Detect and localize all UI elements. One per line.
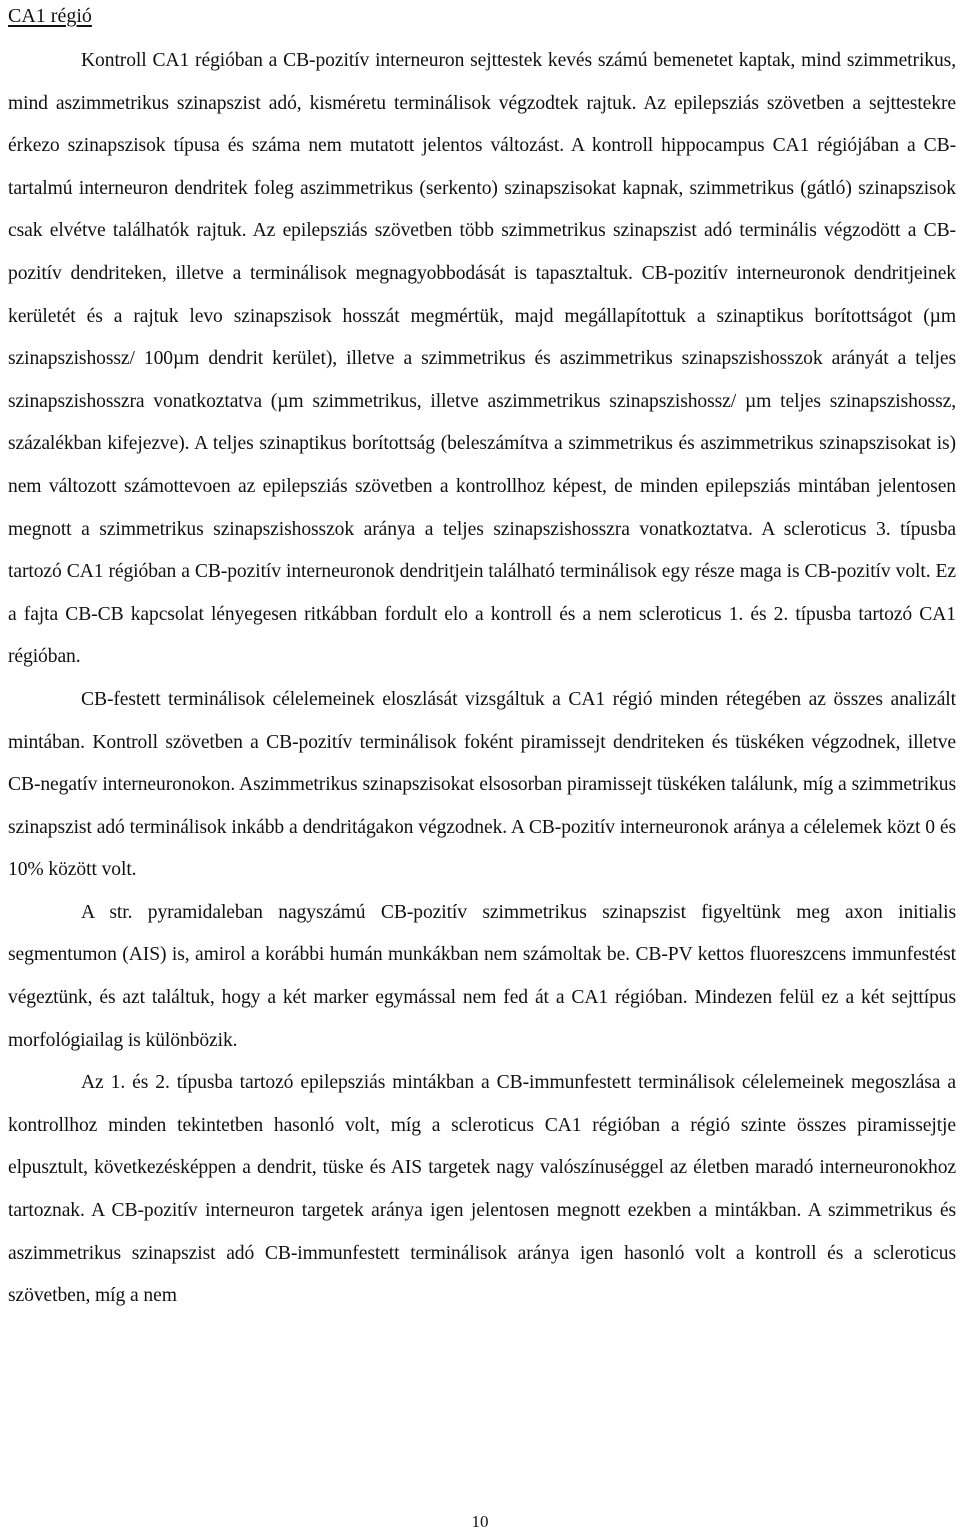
paragraph-target-distribution: CB-festett terminálisok célelemeinek eloszlását vizsgáltuk a CA1 régió minden rétegében az összes analizált mintában. Kontroll szövetben a CB-pozitív terminálisok foként piramissejt dendriteken és tüskéken végzodnek, illetve CB-negatív interneuronokon. Aszimmetrikus szinapszisokat elsosorban piramissejt tüskéken találunk, míg a szimmetrikus szinapszist adó terminálisok inkább a dendritágakon végzodnek. A CB-pozitív interneuronok aránya a célelemek közt 0 és 10% között volt. (8, 688, 956, 881)
document-page (8, 0, 956, 1318)
page-number: 10 (471, 1512, 489, 1531)
paragraph-axon-initial-segment: A str. pyramidaleban nagyszámú CB-pozitív szimmetrikus szinapszist figyeltünk meg axon initialis segmentumon (AIS) is, amirol a korábbi humán munkákban nem számoltak be. CB-PV kettos fluoreszcens immunfestést végeztünk, és azt találtuk, hogy a két marker egymással nem fed át a CA1 régióban. Mindezen felül ez a két sejttípus morfológiailag is különbözik. (8, 901, 956, 1051)
paragraph-epileptic-samples: Az 1. és 2. típusba tartozó epilepsziás mintákban a CB-immunfestett terminálisok célelemeinek megoszlása a kontrollhoz minden tekintetben hasonló volt, míg a scleroticus CA1 régióban a régió szinte összes piramissejtje elpusztult, következésképpen a dendrit, tüske és AIS targetek nagy valószínuséggel az életben maradó interneuronokhoz tartoznak. A CB-pozitív interneuron targetek aránya igen jelentosen megnott ezekben a mintákban. A szimmetrikus és aszimmetrikus szinapszist adó CB-immunfestett terminálisok aránya igen hasonló volt a kontroll és a scleroticus szövetben, míg a nem (8, 1072, 956, 1307)
paragraph-ca1-synapses: Kontroll CA1 régióban a CB-pozitív interneuron sejttestek kevés számú bemenetet kaptak, mind szimmetrikus, mind aszimmetrikus szinapszist adó, kisméretu terminálisok végzodtek rajtuk. Az epilepsziás szövetben a sejttestekre érkezo szinapszisok típusa és száma nem mutatott jelentos változást. A kontroll hippocampus CA1 régiójában a CB-tartalmú interneuron dendritek foleg aszimmetrikus (serkento) szinapszisokat kapnak, szimmetrikus (gátló) szinapszisok csak elvétve találhatók rajtuk. Az epilepsziás szövetben több szimmetrikus szinapszist adó terminális végzodött a CB-pozitív dendriteken, illetve a terminálisok megnagyobbodását is tapasztaltuk. CB-pozitív interneuronok dendritjeinek kerületét és a rajtuk levo szinapszisok hosszát megmértük, majd megállapítottuk a szinaptikus borítottságot (µm szinapszishossz/ 100µm dendrit kerület), illetve a szimmetrikus és aszimmetrikus szinapszishosszok arányát a teljes szinapszishosszra vonatkoztatva (µm szimmetrikus, illetve aszimmetrikus szinapszishossz/ µm teljes szinapszishossz, százalékban kifejezve). A teljes szinaptikus borítottság (beleszámítva a szimmetrikus és aszimmetrikus szinapszisokat is) nem változott számottevoen az epilepsziás szövetben a kontrollhoz képest, de minden epilepsziás mintában jelentosen megnott a szimmetrikus szinapszishosszok aránya a teljes szinapszishosszra vonatkoztatva. A scleroticus 3. típusba tartozó CA1 régióban a CB-pozitív interneuronok dendritjein található terminálisok egy része maga is CB-pozitív volt. Ez a fajta CB-CB kapcsolat lényegesen ritkábban fordult elo a kontroll és a nem scleroticus 1. és 2. típusba tartozó CA1 régióban. (8, 50, 956, 668)
section-heading: CA1 régió (8, 5, 92, 27)
